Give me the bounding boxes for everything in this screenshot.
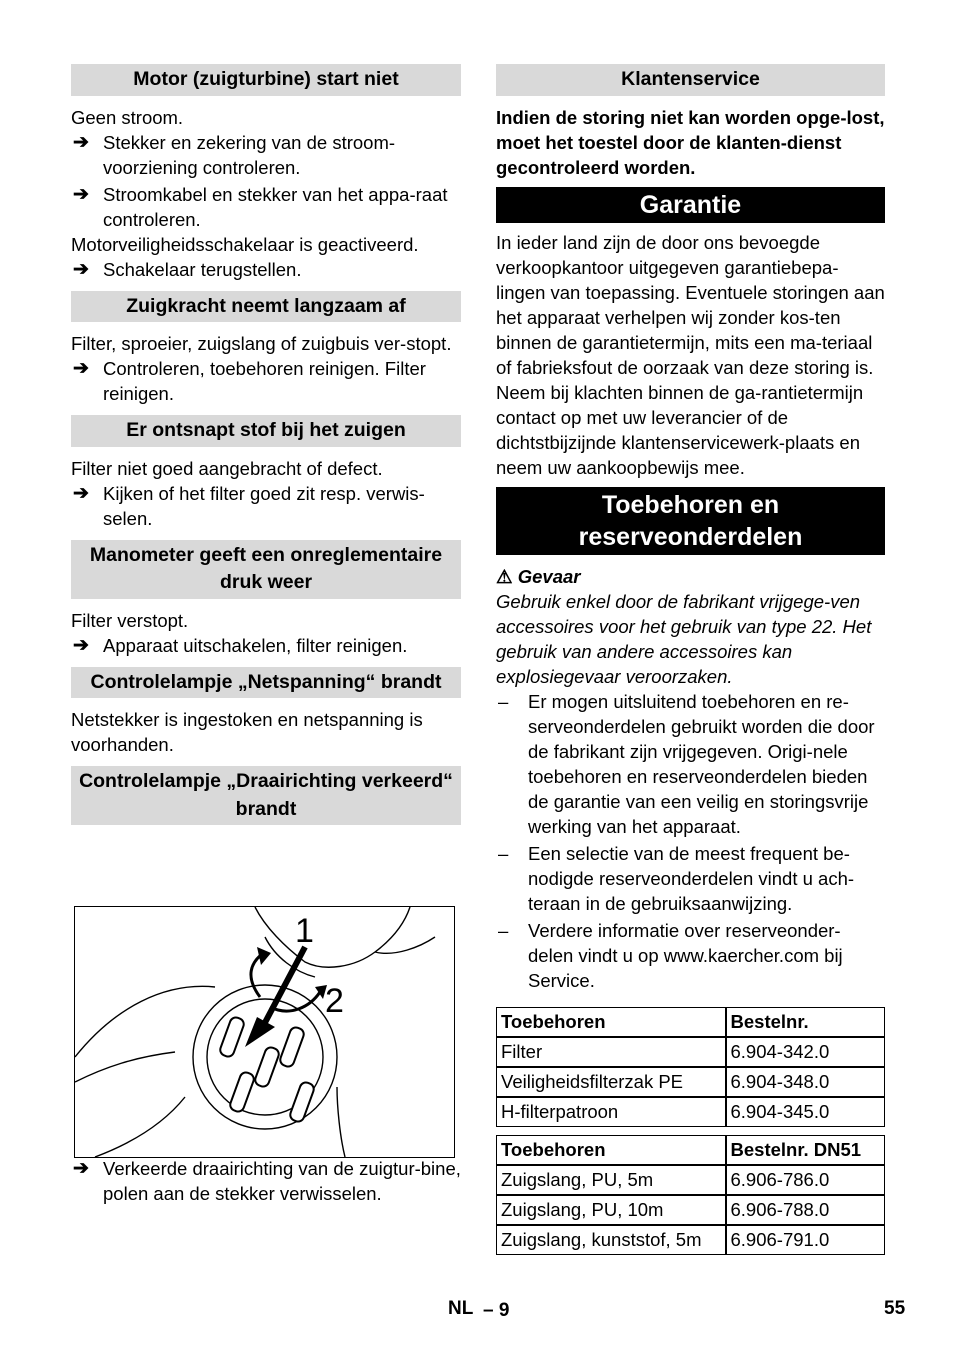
right-column xyxy=(496,64,885,1255)
remedy-step: ➔ Controleren, toebehoren reinigen. Filter reinigen. xyxy=(73,358,426,404)
section-heading: Er ontsnapt stof bij het zuigen xyxy=(71,415,461,447)
table-header-row: Toebehoren Bestelnr. xyxy=(496,1007,885,1037)
warning-triangle-icon: ⚠ xyxy=(496,565,513,587)
arrow-icon: ➔ xyxy=(73,183,89,205)
arrow-icon: ➔ xyxy=(73,634,89,656)
list-item: – Verdere informatie over reserveonder-delen vindt u op www.kaercher.com bij Service. xyxy=(498,919,843,991)
remedy-step: ➔ Stroomkabel en stekker van het appa-raat controleren. xyxy=(73,183,448,230)
chapter-heading: Toebehoren en reserveonderdelen xyxy=(496,487,885,555)
section-heading: Manometer geeft een onreglementaire druk weer xyxy=(71,540,461,599)
list-item: – Er mogen uitsluitend toebehoren en re-serveonderdelen gebruikt worden die door de fabrikant zijn vrijgegeven. Origi-nele toebehoren en reserveonderdelen bieden de garantie van een veilig en storingsvrije werking van het apparaat. xyxy=(498,690,875,837)
cause-text: Filter, sproeier, zuigslang of zuigbuis ver-stopt. xyxy=(71,333,452,354)
list-item: – Een selectie van de meest frequent be-nodigde reserveonderdelen vindt u ach-teraan in de gebruiksaanwijzing. xyxy=(498,842,855,914)
cause-text: Motorveiligheidsschakelaar is geactiveerd. xyxy=(71,233,419,255)
arrow-icon: ➔ xyxy=(73,358,89,379)
figure-label-1: 1 xyxy=(295,912,314,950)
accessories-table xyxy=(496,1007,885,1127)
table-row: Veiligheidsfilterzak PE 6.904-348.0 xyxy=(496,1067,885,1097)
remedy-step: ➔ Verkeerde draairichting van de zuigtur-bine, polen aan de stekker verwisselen. xyxy=(73,1158,461,1204)
left-bottom xyxy=(71,1156,461,1206)
plug-rotation-illustration xyxy=(74,906,455,1158)
remedy-step: ➔ Apparaat uitschakelen, filter reinigen. xyxy=(73,634,408,656)
remedy-step: ➔ Schakelaar terugstellen. xyxy=(73,258,302,280)
left-column xyxy=(71,64,461,834)
figure-label-2: 2 xyxy=(325,982,344,1020)
cause-text: Filter niet goed aangebracht of defect. xyxy=(71,457,383,479)
chapter-heading: Garantie xyxy=(496,187,885,223)
table-header-row: Toebehoren Bestelnr. DN51 xyxy=(496,1135,885,1165)
section-heading: Klantenservice xyxy=(496,64,885,96)
section-heading: Controlelampje „Draairichting verkeerd“ brandt xyxy=(71,766,461,825)
arrow-icon: ➔ xyxy=(73,258,89,280)
footer-language: NL xyxy=(448,1298,474,1319)
remedy-step: ➔ Stekker en zekering van de stroom-voorziening controleren. xyxy=(73,131,396,178)
arrow-icon: ➔ xyxy=(73,1158,89,1179)
cause-text: Geen stroom. xyxy=(71,106,184,128)
cause-text: Netstekker is ingestoken en netspanning is voorhanden. xyxy=(71,709,423,755)
table-row: Zuigslang, kunststof, 5m 6.906-791.0 xyxy=(496,1225,885,1255)
plug-illustration-svg xyxy=(75,907,454,1157)
section-heading: Zuigkracht neemt langzaam af xyxy=(71,291,461,323)
danger-text: Gebruik enkel door de fabrikant vrijgege-ven accessoires voor het gebruik van type 22. Het gebruik van andere accessoires kan explosiegevaar veroorzaken. xyxy=(496,590,872,687)
arrow-icon: ➔ xyxy=(73,482,89,504)
arrow-icon: ➔ xyxy=(73,131,89,153)
table-row: Zuigslang, PU, 5m 6.906-786.0 xyxy=(496,1165,885,1195)
service-notice: Indien de storing niet kan worden opge-lost, moet het toestel door de klanten-dienst gecontroleerd worden. xyxy=(496,106,885,178)
section-heading: Controlelampje „Netspanning“ brandt xyxy=(71,667,461,699)
warranty-text: In ieder land zijn de door ons bevoegde verkoopkantoor uitgegeven garantiebepa-lingen van toepassing. Eventuele storingen aan het apparaat verhelpen wij zonder kos-ten binnen de garantietermijn, mits een ma-teriaal of fabrieksfout de oorzaak van deze storing is. Neem bij klachten binnen de ga-rantietermijn contact op met uw leverancier of de dichtstbijzijnde klantenservicewerk-plaats en neem uw aankoopbewijs mee. xyxy=(496,231,885,478)
danger-label-row: ⚠ Gevaar xyxy=(496,565,581,587)
section-heading: Motor (zuigturbine) start niet xyxy=(71,64,461,96)
table-row: H-filterpatroon 6.904-345.0 xyxy=(496,1097,885,1127)
remedy-step: ➔ Kijken of het filter goed zit resp. verwis-selen. xyxy=(73,482,425,529)
table-row: Zuigslang, PU, 10m 6.906-788.0 xyxy=(496,1195,885,1225)
table-row: Filter 6.904-342.0 xyxy=(496,1037,885,1067)
hoses-table xyxy=(496,1135,885,1255)
footer-section-page: – 9 xyxy=(483,1300,510,1321)
page-number: 55 xyxy=(884,1298,906,1319)
cause-text: Filter verstopt. xyxy=(71,609,189,631)
fingers-outline xyxy=(255,907,410,967)
